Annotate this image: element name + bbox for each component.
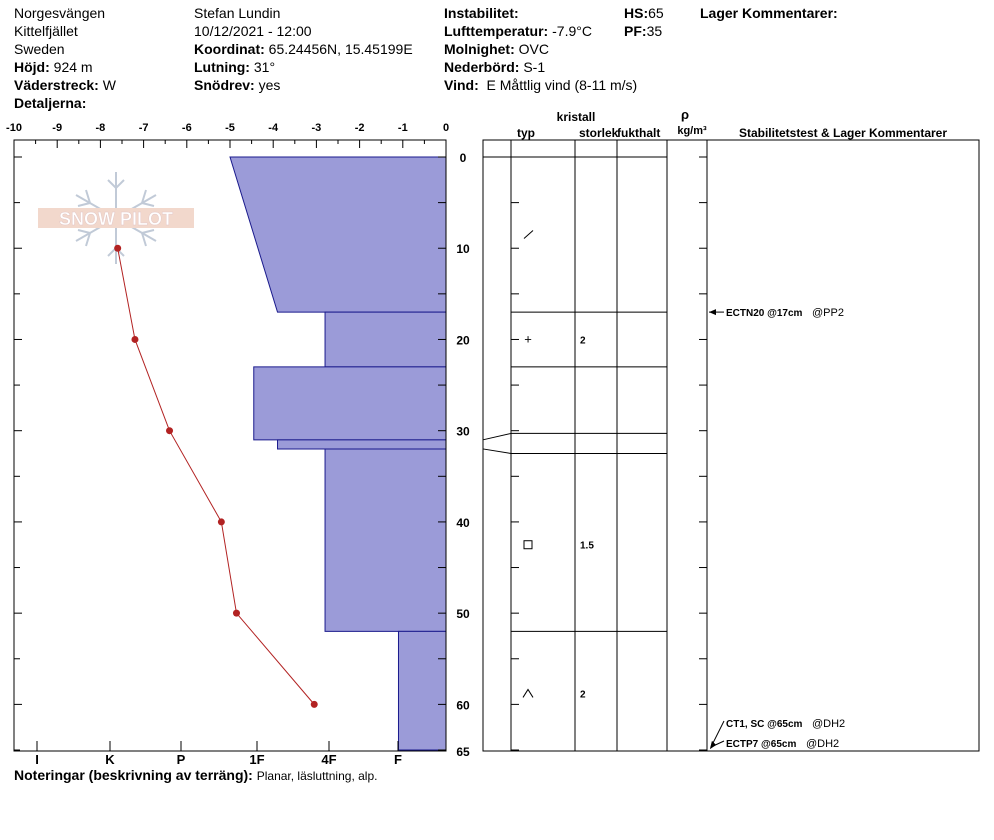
notes-value: Planar, läsluttning, alp. bbox=[256, 769, 378, 783]
hardness-layer-1 bbox=[325, 312, 446, 367]
temperature-point-5 bbox=[311, 701, 318, 708]
temp-tick-label: -4 bbox=[268, 122, 279, 134]
air-temp-value: -7.9°C bbox=[552, 23, 592, 39]
air-temp-label: Lufttemperatur: bbox=[444, 23, 549, 39]
layer-connector-b bbox=[483, 449, 511, 454]
layer-table bbox=[483, 107, 979, 751]
hardness-axis bbox=[35, 741, 402, 767]
hardness-layer-2 bbox=[254, 367, 446, 440]
hardness-layer-5 bbox=[398, 631, 446, 750]
col-kristall: kristall bbox=[556, 110, 596, 124]
temperature-line bbox=[118, 248, 315, 704]
temp-tick-label: -10 bbox=[6, 122, 22, 134]
depth-tick-label: 20 bbox=[456, 333, 470, 348]
elevation-label: Höjd: bbox=[14, 59, 50, 75]
col-typ: typ bbox=[517, 126, 535, 140]
wind-label: Vind: bbox=[444, 77, 479, 93]
temperature-profile bbox=[114, 245, 318, 708]
cloud-value: OVC bbox=[518, 41, 549, 57]
stability-test-label-0: ECTN20 @17cm bbox=[726, 308, 803, 320]
temp-tick-label: -6 bbox=[181, 122, 192, 134]
depth-tick-label: 10 bbox=[456, 242, 470, 257]
drift-label: Snödrev: bbox=[194, 77, 255, 93]
notes-label: Noteringar (beskrivning av terräng): bbox=[14, 767, 253, 783]
region-name: Kittelfjället bbox=[14, 23, 78, 39]
hardness-layer-0 bbox=[230, 157, 446, 312]
slope-label: Lutning: bbox=[194, 59, 250, 75]
stability-test-label-1: CT1, SC @65cm bbox=[726, 719, 803, 730]
col-rho-unit: kg/m³ bbox=[677, 125, 707, 137]
temperature-point-2 bbox=[166, 427, 173, 434]
grain-size-3: 2 bbox=[580, 689, 586, 701]
precip-value: S-1 bbox=[523, 59, 546, 75]
temp-tick-label: -2 bbox=[354, 122, 365, 134]
depth-tick-label: 65 bbox=[456, 745, 470, 759]
stability-test-layer-2: @DH2 bbox=[806, 738, 840, 750]
temp-tick-label: -3 bbox=[311, 122, 322, 134]
depth-tick-label: 50 bbox=[456, 607, 470, 622]
observation-datetime: 10/12/2021 - 12:00 bbox=[194, 23, 312, 39]
hardness-tick-label: K bbox=[105, 752, 115, 767]
temp-tick-label: -8 bbox=[95, 122, 106, 134]
stability-arrowhead-0 bbox=[709, 309, 716, 315]
details-label: Detaljerna: bbox=[14, 95, 87, 111]
grain-size-1: 2 bbox=[580, 335, 586, 347]
depth-tick-label: 40 bbox=[456, 515, 470, 530]
temp-tick-label: -9 bbox=[52, 122, 63, 134]
temp-tick-label: -7 bbox=[138, 122, 149, 134]
col-stability: Stabilitetstest & Lager Kommentarer bbox=[738, 126, 948, 140]
location-name: Norgesvängen bbox=[14, 5, 106, 21]
hs-label: HS: bbox=[624, 5, 649, 21]
country-name: Sweden bbox=[14, 41, 65, 57]
temperature-point-4 bbox=[233, 610, 240, 617]
hardness-tick-label: P bbox=[176, 752, 186, 767]
hardness-profile bbox=[230, 157, 446, 750]
hs-value: 65 bbox=[648, 5, 664, 21]
stability-test-layer-1: @DH2 bbox=[812, 718, 846, 730]
col-fukthalt: fukthalt bbox=[617, 126, 661, 140]
hardness-tick-label: 4F bbox=[321, 752, 337, 767]
depth-tick-label: 30 bbox=[456, 424, 470, 439]
col-rho: ρ bbox=[680, 107, 690, 122]
stability-arrowhead-2 bbox=[710, 741, 716, 749]
instability-label: Instabilitet: bbox=[444, 5, 519, 21]
logo-text: SNOW PILOT bbox=[59, 209, 173, 229]
temperature-point-3 bbox=[218, 518, 225, 525]
hardness-tick-label: F bbox=[394, 752, 402, 767]
grain-symbol-3 bbox=[523, 689, 533, 697]
grain-symbol-1: + bbox=[524, 331, 532, 347]
temp-tick-label: -5 bbox=[225, 122, 235, 134]
layer-connector-a bbox=[483, 433, 511, 439]
layer-rows bbox=[483, 157, 845, 750]
depth-tick-label: 60 bbox=[456, 698, 470, 713]
col-storlek: storlek bbox=[579, 126, 619, 140]
pf-label: PF: bbox=[624, 23, 647, 39]
precip-label: Nederbörd: bbox=[444, 59, 520, 75]
temperature-point-0 bbox=[114, 245, 121, 252]
hardness-layer-3 bbox=[278, 440, 446, 449]
temp-tick-label: -1 bbox=[397, 122, 408, 134]
hardness-tick-label: I bbox=[35, 752, 39, 767]
hardness-tick-label: 1F bbox=[249, 752, 265, 767]
aspect-label: Väderstreck: bbox=[14, 77, 99, 93]
grain-symbol-0 bbox=[524, 231, 533, 239]
terrain-notes bbox=[14, 767, 377, 783]
pf-value: 35 bbox=[646, 23, 663, 39]
depth-tick-label: 0 bbox=[459, 151, 467, 165]
cloud-label: Molnighet: bbox=[444, 41, 515, 57]
drift-value: yes bbox=[258, 77, 281, 93]
coordinate-value: 65.24456N, 15.45199E bbox=[268, 41, 413, 57]
temp-tick-label: 0 bbox=[442, 122, 450, 134]
stability-test-layer-0: @PP2 bbox=[812, 307, 844, 320]
elevation-value: 924 m bbox=[53, 59, 93, 75]
hardness-layer-4 bbox=[325, 449, 446, 631]
observer-name: Stefan Lundin bbox=[194, 5, 281, 21]
temperature-axis bbox=[6, 122, 449, 148]
aspect-value: W bbox=[102, 77, 116, 93]
slope-value: 31° bbox=[253, 59, 276, 75]
wind-value: E Måttlig vind (8-11 m/s) bbox=[486, 77, 638, 93]
temperature-point-1 bbox=[131, 336, 138, 343]
grain-symbol-2 bbox=[524, 541, 532, 549]
layer-comments-label: Lager Kommentarer: bbox=[700, 5, 838, 21]
grain-size-2: 1.5 bbox=[580, 540, 594, 552]
coordinate-label: Koordinat: bbox=[194, 41, 265, 57]
stability-test-label-2: ECTP7 @65cm bbox=[726, 739, 797, 750]
